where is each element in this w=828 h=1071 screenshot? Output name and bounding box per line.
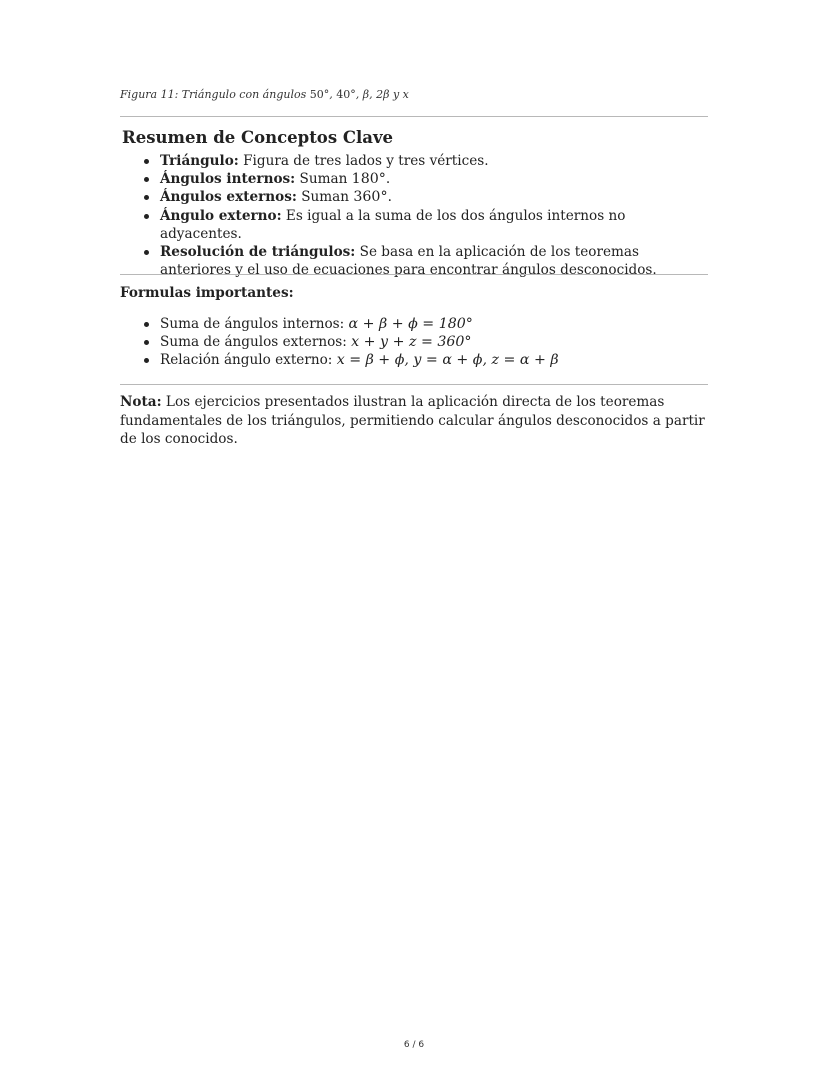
list-item-text: Suman [295, 171, 352, 188]
list-item [142, 188, 702, 206]
list-item-term: Ángulo externo: [160, 207, 282, 224]
summary-heading: Resumen de Conceptos Clave [122, 128, 394, 147]
formula-item [142, 315, 702, 333]
caption-separator: , [329, 88, 337, 101]
list-item [142, 170, 702, 188]
list-item-suffix: . [385, 171, 391, 188]
figure-caption [120, 88, 409, 101]
list-item [142, 207, 702, 243]
section-divider [120, 384, 708, 385]
caption-angle: 2β [376, 88, 390, 101]
list-item-text: Suman [296, 189, 354, 206]
list-item-text: Figura de tres lados y tres vértices. [238, 153, 489, 169]
list-item-term: Ángulos externos: [160, 189, 297, 206]
list-item-term: Resolución de triángulos: [160, 244, 356, 261]
caption-text: Figura 11: Triángulo con ángulos [120, 88, 310, 101]
caption-angle: 50° [309, 88, 330, 101]
formula-label: Suma de ángulos externos: [160, 334, 352, 351]
formula-math: α + β + ϕ = 180° [348, 316, 473, 332]
summary-list [142, 152, 702, 279]
formula-item [142, 351, 702, 369]
list-item-suffix: . [387, 189, 392, 206]
formula-item [142, 333, 702, 351]
caption-separator: y [389, 88, 403, 101]
list-item-math: 180° [351, 171, 386, 188]
list-item [142, 152, 702, 170]
caption-angle: β [362, 88, 370, 101]
list-item-text: Es igual a la suma de los dos ángulos internos no adyacentes. [160, 207, 626, 242]
list-item-math: 360° [353, 189, 388, 206]
formulas-heading: Formulas importantes: [120, 285, 294, 301]
formula-math: x = β + ϕ, y = α + ϕ, z = α + β [336, 352, 559, 369]
section-divider [120, 274, 708, 275]
caption-separator: , [369, 88, 377, 101]
caption-angle: x [402, 88, 409, 101]
formula-label: Relación ángulo externo: [160, 352, 337, 369]
section-divider [120, 116, 708, 117]
note-text: Los ejercicios presentados ilustran la aplicación directa de los teoremas fundamentales de los triángulos, permitiendo calcular ángulos desconocidos a partir de los conocidos. [120, 394, 705, 448]
note-paragraph [120, 393, 710, 449]
caption-angle: 40° [336, 88, 356, 101]
page-number: 6 / 6 [403, 1040, 425, 1050]
note-label: Nota: [120, 394, 162, 410]
formula-math: x + y + z = 360° [351, 334, 472, 351]
formula-list [142, 315, 702, 370]
list-item-term: Ángulos internos: [160, 171, 296, 188]
formula-label: Suma de ángulos internos: [160, 316, 349, 332]
list-item-text: Se basa en la aplicación de los teoremas anteriores y el uso de ecuaciones para encontrar ángulos desconocidos. [160, 244, 657, 279]
caption-separator: , [355, 88, 363, 101]
list-item-term: Triángulo: [160, 153, 239, 169]
